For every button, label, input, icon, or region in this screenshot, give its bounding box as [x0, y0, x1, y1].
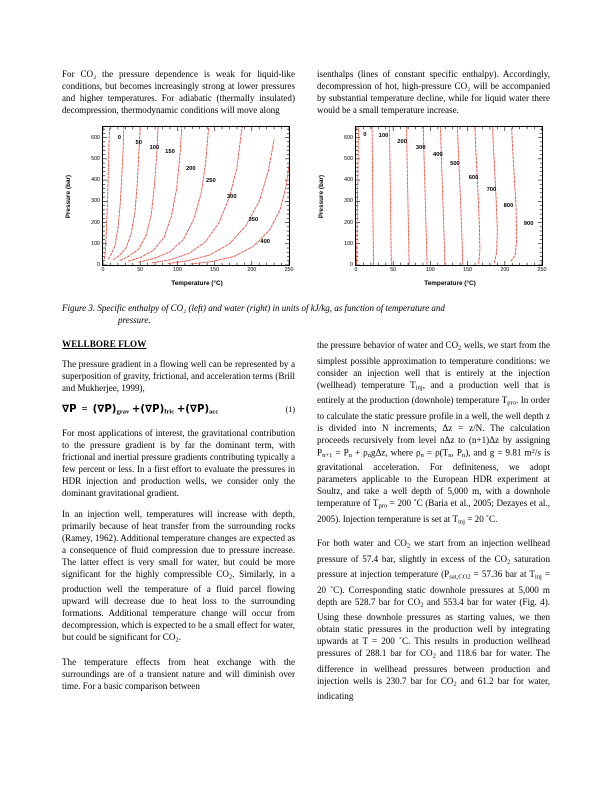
- chart-co2-contour-label: 400: [260, 238, 271, 245]
- chart-water-curve: [475, 127, 480, 264]
- chart-water-ytick-label: 500: [344, 155, 353, 162]
- chart-water-curve: [389, 127, 391, 264]
- chart-water-xtick-label: 150: [463, 267, 473, 273]
- rp1-a: the pressure behavior of water and CO: [317, 340, 459, 351]
- rp2-sub-4: 2: [432, 652, 436, 660]
- chart-water-curve: [441, 127, 445, 264]
- chart-water-xtick-label: 250: [537, 267, 547, 273]
- chart-water-contour-label: 300: [415, 145, 426, 152]
- chart-co2-ytick-label: 500: [91, 155, 100, 162]
- body-left-paragraph-3: [62, 508, 295, 647]
- rp2-sub-1: 2: [406, 542, 411, 550]
- chart-water-xtick-label: 200: [500, 267, 510, 273]
- rp1-c: , and a production well that is entirely at the production (downhole) temperature T: [317, 379, 550, 406]
- chart-water-ylabel-text: Pressure (bar): [318, 174, 326, 218]
- top-text-right-column: [317, 68, 550, 116]
- rp1-k: /s is gravitational acceleration. For definiteness, we adopt parameters applicable to the European HDR experiment at Soultz, and take a well depth of 5,000 m, with a downhole temperature of T: [317, 447, 551, 509]
- figure-caption: [62, 303, 550, 326]
- rp1-l: = 200 ˚C (Baria et al., 2005; Dezayes et al., 2005). Injection temperature is set at T: [317, 498, 550, 524]
- chart-water-contour-label: 0: [363, 132, 367, 139]
- rp2-sub-3: 2: [420, 601, 424, 609]
- rp1-m: = 20 ˚C.: [464, 513, 498, 524]
- rp1-sub-n2: n: [367, 451, 372, 459]
- body-right-paragraph-2: [317, 537, 550, 702]
- rp1-sub-pro: pro: [507, 399, 517, 407]
- body-right-column: [317, 339, 550, 702]
- rp2-sub-inj: inj: [534, 573, 542, 581]
- chart-co2-contour-label: 50: [135, 139, 142, 146]
- equation-term-acc-sub: acc: [209, 408, 219, 416]
- chart-co2-enthalpy: [62, 122, 297, 294]
- chart-water-curve: [407, 127, 410, 264]
- rp1-sub-n1: n: [348, 451, 352, 459]
- equation-1-body: [62, 404, 218, 415]
- chart-water-enthalpy: [315, 122, 550, 294]
- rp2-f: and 553.4 bar for water (Fig. 4). Using these downhole pressures as starting values, we then obtain static pressures in the production well by integrating upwards at T = 200 ˚C. This results in production wellhead pressures of 288.1 bar for CO: [317, 596, 550, 659]
- chart-water-xlabel: Temperature (°C): [424, 280, 476, 287]
- body-left-paragraph-1: The pressure gradient in a flowing well can be represented by a superposition of gravity, frictional, and acceleration terms (Brill and Mukherjee, 1999),: [62, 359, 295, 394]
- rp1-sub-inj2: inj: [458, 518, 465, 526]
- chart-co2-contour-label: 0: [117, 134, 121, 141]
- body-left-paragraph-4: The temperature effects from heat exchange with the surroundings are of a transient nature and will diminish over time. For a basic comparison between: [62, 656, 295, 691]
- section-heading-wellbore-flow: WELLBORE FLOW: [62, 339, 147, 350]
- rp1-f: + ρ: [351, 447, 368, 457]
- rp1-sub-inj: inj: [415, 384, 423, 392]
- chart-water-contour-label: 900: [523, 220, 534, 227]
- equation-term-grav: (∇P): [92, 404, 117, 416]
- p3-part-a: In an injection well, temperatures will increase with depth, primarily because of heat transfer from the surrounding rocks (Ramey, 1962). Additional temperature changes are expected as a consequence of fluid compression due to pressure increase. The latter effect is very small for water, but could be more significant for the highly compressible CO: [62, 508, 295, 579]
- chart-co2-contour-label: 300: [226, 194, 237, 201]
- rp1-sub-pro2: pro: [378, 502, 388, 510]
- rp1-b: wells, we start from the simplest possible approximation to temperature conditions: we consider an injection well that is entirely at the injection (wellhead) temperature T: [317, 340, 550, 390]
- p3-part-c: .: [178, 632, 181, 643]
- charts-row: [62, 122, 550, 294]
- chart-co2-contour-label: 150: [165, 149, 175, 156]
- chart-co2-xlabel: Temperature (°C): [171, 280, 223, 287]
- chart-water-contour-label: 600: [468, 174, 479, 181]
- rp1-g: gΔz, where ρ: [371, 447, 421, 457]
- chart-co2-ytick-label: 100: [91, 240, 100, 247]
- chart-co2-xtick-label: 50: [137, 267, 144, 273]
- rp2-c: saturation pressure at injection temperature (P: [317, 553, 550, 580]
- chart-water-curve: [511, 127, 517, 261]
- chart-water-xtick-label: 0: [354, 267, 358, 273]
- equation-lhs: ∇P: [62, 404, 77, 416]
- chart-water-contour-label: 100: [378, 132, 389, 139]
- top-paragraph-left: For CO₂ the pressure dependence is weak for liquid-like conditions, but becomes increasingly strong at lower pressures and higher temperatures. For adiabatic (thermally insulated) decompression, thermodynamic conditions will move along: [62, 69, 295, 115]
- chart-co2-contour-label: 200: [185, 166, 196, 173]
- body-left-paragraph-2: For most applications of interest, the gravitational contribution to the pressure gradient is by far the dominant term, with frictional and inertial pressure gradients contributing typically a few percent or less. In a first effort to evaluate the pressures in HDR injection and production wells, we consider only the dominant gravitational gradient.: [62, 427, 295, 498]
- chart-co2-ytick-label: 600: [91, 134, 100, 141]
- equation-term-grav-sub: grav: [116, 408, 130, 416]
- chart-co2-curve: [108, 127, 124, 259]
- rp1-sub-n4: n: [448, 451, 452, 459]
- chart-water-ytick-label: 400: [344, 177, 353, 184]
- equation-term-acc: +(∇P): [176, 404, 210, 416]
- chart-co2-contour-label: 350: [248, 216, 259, 223]
- rp2-sub-5: 2: [453, 679, 457, 687]
- rp1-e: = P: [332, 447, 349, 457]
- chart-water-ytick-label: 300: [344, 198, 353, 205]
- chart-water-ylabel: [315, 122, 329, 270]
- rp2-a: For both water and CO: [317, 538, 407, 549]
- body-left-column: [62, 339, 295, 702]
- chart-co2-ytick-label: 200: [91, 219, 100, 226]
- chart-co2-contour-label: 100: [149, 144, 160, 151]
- chart-co2-ytick-label: 0: [97, 262, 100, 268]
- body-right-paragraph-1: [317, 339, 550, 528]
- rp1-sub-n3: n: [420, 451, 424, 459]
- rp2-sub-2: 2: [507, 558, 511, 566]
- chart-co2-xtick-label: 150: [210, 267, 220, 273]
- rp1-sub-np1: n+1: [322, 451, 333, 459]
- chart-water-contour-label: 500: [450, 160, 460, 167]
- chart-water-xtick-label: 100: [425, 267, 435, 273]
- chart-co2-xtick-label: 250: [284, 267, 294, 273]
- rp2-d: = 57.36 bar at T: [470, 569, 535, 580]
- chart-water-curve: [457, 127, 462, 264]
- chart-water-plot-area: [344, 126, 547, 273]
- rp1-j: ), and g = 9.81 m: [465, 447, 532, 457]
- chart-water-ytick-label: 600: [344, 134, 353, 141]
- chart-co2-contour-label: 250: [206, 178, 216, 185]
- chart-water-contour-label: 400: [432, 151, 443, 158]
- p3-sub-co2-1: 2: [228, 573, 233, 581]
- rp1-i: , P: [451, 447, 462, 457]
- chart-water-contour-label: 700: [486, 187, 497, 194]
- rp2-e: = 20 ˚C). Corresponding static downhole pressures at 5,000 m depth are 528.7 bar for CO: [317, 569, 550, 607]
- chart-co2-xtick-label: 0: [101, 267, 105, 273]
- top-text-left-column: [62, 68, 295, 116]
- rp2-b: we start from an injection wellhead pressure of 57.4 bar, slightly in excess of the CO: [317, 538, 550, 564]
- chart-co2-ytick-label: 400: [91, 177, 100, 184]
- chart-water-ytick-label: 100: [344, 240, 353, 247]
- chart-co2-xtick-label: 200: [247, 267, 257, 273]
- chart-co2-xtick-label: 100: [172, 267, 182, 273]
- rp2-sub-satco2: sat,CO2: [449, 573, 471, 581]
- equation-term-fric-sub: fric: [164, 408, 175, 416]
- rp1-sup-sq: 2: [531, 447, 535, 455]
- chart-co2-curve: [113, 127, 140, 260]
- chart-water-ytick-label: 0: [350, 262, 353, 268]
- chart-water-contour-label: 200: [397, 138, 407, 145]
- rp2-h: and 61.2 bar for water, indicating: [317, 675, 550, 701]
- chart-co2-curve: [104, 127, 109, 259]
- chart-co2-plot-area: [91, 126, 294, 273]
- chart-co2-ylabel: [62, 122, 76, 270]
- chart-water-contour-label: 800: [503, 202, 514, 209]
- chart-water-curve: [372, 127, 373, 264]
- figure-3: [62, 122, 550, 326]
- chart-co2-curve: [168, 140, 274, 264]
- p3-sub-co2-2: 2: [175, 636, 179, 644]
- chart-water-curve: [493, 127, 498, 263]
- chart-water-ytick-label: 200: [344, 219, 353, 226]
- top-paragraph-right: isenthalps (lines of constant specific enthalpy). Accordingly, decompression of hot, high-pressure CO₂ will be accompanied by substantial temperature decline, while for liquid water there would be a small temperature increase.: [317, 69, 550, 115]
- rp1-sub-n5: n: [461, 451, 466, 459]
- equation-equals: =: [81, 404, 88, 416]
- chart-water-xtick-label: 50: [390, 267, 397, 273]
- chart-co2-ylabel-text: Pressure (bar): [65, 174, 73, 218]
- figure-caption-main: Figure 3. Specific enthalpy of CO₂ (left) and water (right) in units of kJ/kg, as function of temperature and: [62, 303, 445, 313]
- figure-caption-continued: pressure.: [118, 314, 151, 325]
- rp1-d: . In order to calculate the static pressure profile in a well, the well depth z is divided into N increments, Δz = z/N. The calculation proceeds recursively from level nΔz to (n+1)Δz by assigning P: [317, 395, 550, 457]
- chart-water-svg: [356, 127, 542, 265]
- rp2-g: and 118.6 bar for water. The difference in wellhead pressures between production and injection wells is 230.7 bar for CO: [317, 648, 550, 686]
- p3-part-b: . Similarly, in a production well the temperature of a fluid parcel flowing upward will decrease due to heat loss to the surrounding formations. Additional temperature change will occur from decompression, which is expected to be a small effect for water, but could be significant for CO: [62, 568, 296, 643]
- equation-term-fric: +(∇P): [131, 404, 165, 416]
- equation-1-number: (1): [285, 405, 295, 415]
- chart-co2-ytick-label: 300: [91, 198, 100, 205]
- rp1-sub-1: 2: [458, 344, 462, 352]
- rp1-h: = ρ(T: [423, 447, 449, 457]
- top-text-columns: [62, 68, 550, 116]
- body-text-columns: [62, 339, 550, 702]
- equation-1: [62, 404, 295, 415]
